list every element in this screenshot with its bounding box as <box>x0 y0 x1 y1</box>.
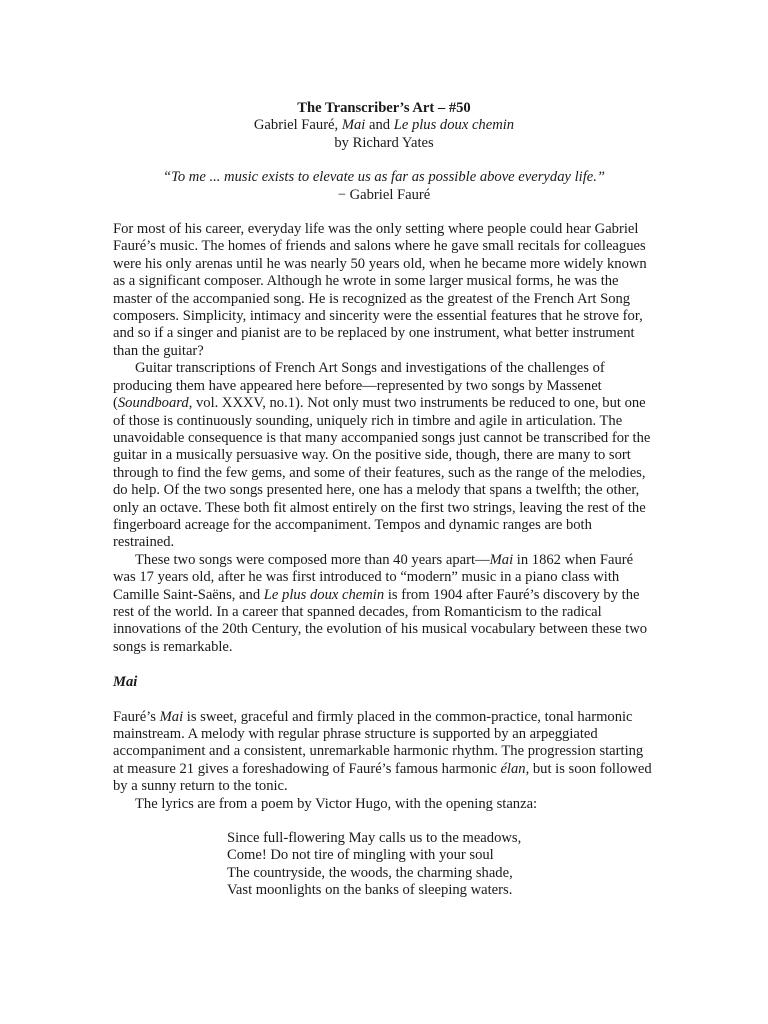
article-title: The Transcriber’s Art – #50 <box>297 100 471 116</box>
document-page <box>113 100 655 900</box>
subtitle-work-mai: Mai <box>341 117 366 134</box>
mai-p1-text-c: , but is soon followed by a sunny return to the tonic. <box>113 760 652 795</box>
epigraph <box>113 169 655 204</box>
subtitle-work-chemin: Le plus doux chemin <box>393 117 515 134</box>
mai-p1-text-b: is sweet, graceful and firmly placed in the common-practice, tonal harmonic mainstream. A melody with regular phrase structure is supported by an arpeggiated accompaniment and a consistent, unremarkable harmonic rhythm. The progression starting at measure 21 gives a foreshadowing of Fauré’s famous harmonic <box>113 708 644 777</box>
intro-p3-text-a: These two songs were composed more than 40 years apart— <box>135 551 490 568</box>
poem-stanza <box>227 830 655 900</box>
mai-p1-mai: Mai <box>159 708 184 725</box>
intro-p3-chemin: Le plus doux chemin <box>263 586 385 603</box>
article-subtitle <box>113 117 655 134</box>
journal-title: Soundboard <box>117 395 189 412</box>
article-header <box>113 100 655 152</box>
mai-paragraph-2: The lyrics are from a poem by Victor Hugo, with the opening stanza: <box>135 795 538 812</box>
intro-p3-text-b: in 1862 when Fauré was 17 years old, after he was first introduced to “modern” music in a piano class with Camille Saint-Saëns, and <box>113 551 634 603</box>
intro-p2-text-b: , vol. XXXV, no.1). Not only must two instruments be reduced to one, but one of those is continuously sounding, uniquely rich in timbre and agile in articulation. The unavoidable consequence is that many accompanied songs just cannot be transcribed for the guitar in a musically persuasive way. On the positive side, though, there are many to sort through to find the few gems, and some of their features, such as the range of the melodies, do help. Of the two songs presented here, one has a melody that spans a twelfth; the other, only an octave. These both fit almost entirely on the first two strings, leaving the rest of the fingerboard acreage for the accompaniment. Tempos and dynamic ranges are both restrained. <box>113 395 651 551</box>
epigraph-text: “To me ... music exists to elevate us as far as possible above everyday life.” <box>162 169 606 186</box>
poem-line: Since full-flowering May calls us to the meadows, <box>227 830 522 847</box>
intro-p3-text-c: is from 1904 after Fauré’s discovery by the rest of the world. In a career that spanned decades, from Romanticism to the radical innovations of the 20th Century, the evolution of his musical vocabulary between these two songs is remarkable. <box>113 586 648 655</box>
mai-p1-text-a: Fauré’s <box>113 708 160 725</box>
intro-paragraph-3 <box>113 552 655 656</box>
subtitle-prefix: Gabriel Fauré, <box>253 117 342 134</box>
intro-paragraph-1: For most of his career, everyday life was the only setting where people could hear Gabriel Fauré’s music. The homes of friends and salons where he gave small recitals for colleagues were his only arenas until he was nearly 50 years old, when he became more widely known as a significant composer. Although he wrote in some larger musical forms, he was the master of the accompanied song. He is recognized as the greatest of the French Art Song composers. Simplicity, intimacy and sincerity were the essential features that he strove for, and so if a singer and pianist are to be replaced by one instrument, what better instrument than the guitar? <box>113 221 647 359</box>
article-byline: by Richard Yates <box>334 134 434 151</box>
mai-p1-elan: élan <box>500 760 526 777</box>
intro-paragraph-2 <box>113 360 655 551</box>
subtitle-and: and <box>365 117 394 134</box>
intro-p3-mai: Mai <box>489 551 514 568</box>
poem-line: Vast moonlights on the banks of sleeping waters. <box>227 882 513 899</box>
section-heading-mai: Mai <box>113 674 138 691</box>
intro-p2-text-a: Guitar transcriptions of French Art Songs and investigations of the challenges of producing them have appeared here before—represented by two songs by Massenet ( <box>113 360 605 412</box>
mai-paragraph-1 <box>113 709 655 796</box>
poem-line: Come! Do not tire of mingling with your soul <box>227 847 494 864</box>
epigraph-attribution: − Gabriel Fauré <box>337 186 431 203</box>
poem-line: The countryside, the woods, the charming shade, <box>227 864 513 881</box>
